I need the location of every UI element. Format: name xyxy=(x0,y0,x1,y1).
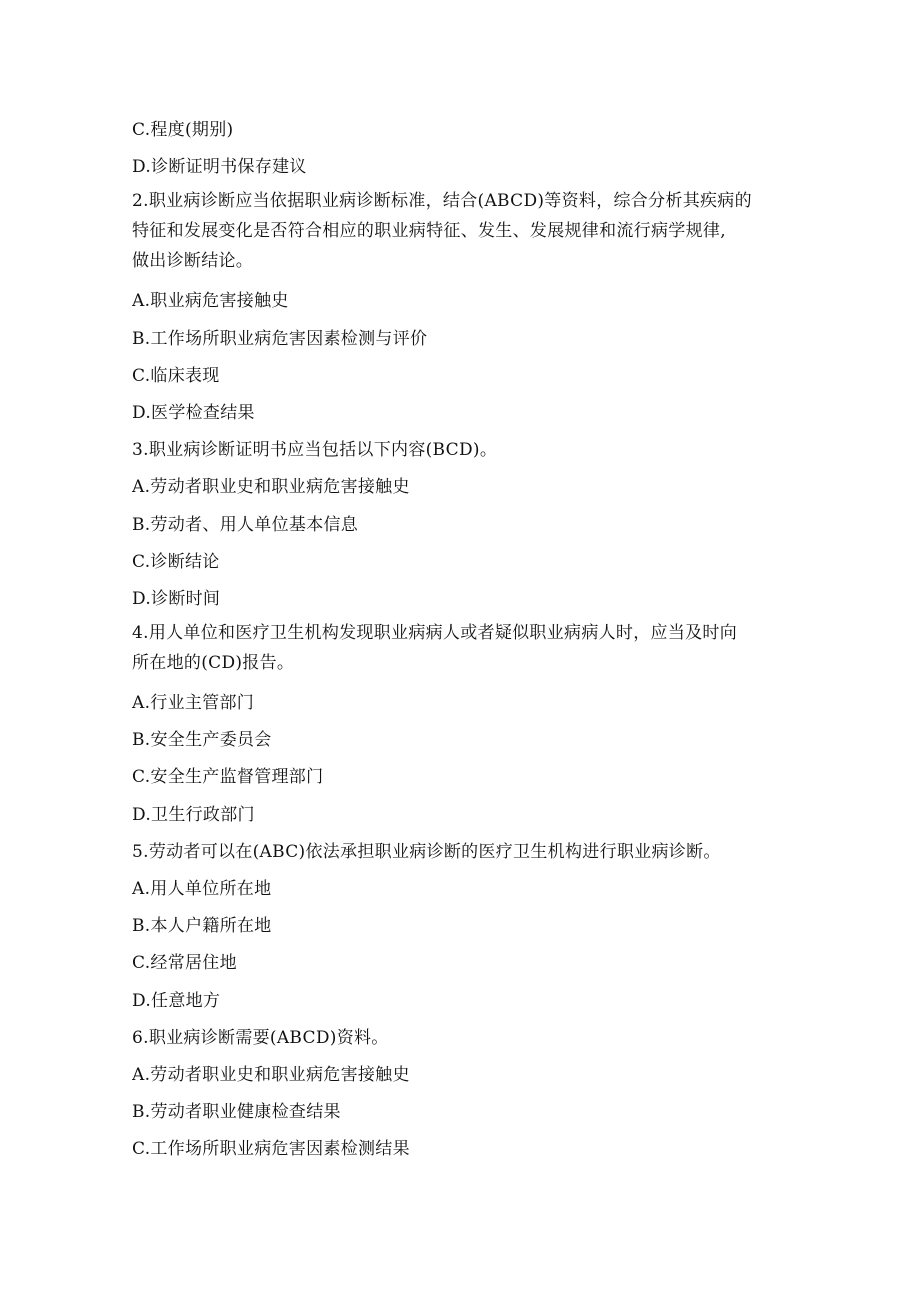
question-4-line-2: 所在地的(CD)报告。 xyxy=(132,653,295,674)
q2-option-b: B.工作场所职业病危害因素检测与评价 xyxy=(132,328,428,349)
q3-option-d: D.诊断时间 xyxy=(132,588,221,609)
q4-option-c: C.安全生产监督管理部门 xyxy=(132,767,324,788)
question-2-line-3: 做出诊断结论。 xyxy=(132,251,254,272)
q3-option-b: B.劳动者、用人单位基本信息 xyxy=(132,514,359,535)
q4-option-d: D.卫生行政部门 xyxy=(132,804,255,825)
q2-option-d: D.医学检查结果 xyxy=(132,402,255,423)
question-4 xyxy=(132,618,792,685)
q4-option-b: B.安全生产委员会 xyxy=(132,730,272,751)
question-3: 3.职业病诊断证明书应当包括以下内容(BCD)。 xyxy=(132,440,498,461)
question-4-line-1: 4.用人单位和医疗卫生机构发现职业病病人或者疑似职业病病人时，应当及时向 xyxy=(132,623,738,644)
q3-option-c: C.诊断结论 xyxy=(132,551,220,572)
q4-option-a: A.行业主管部门 xyxy=(132,693,255,714)
q2-option-a: A.职业病危害接触史 xyxy=(132,291,289,312)
q2-option-c: C.临床表现 xyxy=(132,365,220,386)
q5-option-d: D.任意地方 xyxy=(132,990,221,1011)
option-c-severity: C.程度(期别) xyxy=(132,120,234,140)
q6-option-b: B.劳动者职业健康检查结果 xyxy=(132,1102,341,1123)
q5-option-a: A.用人单位所在地 xyxy=(132,879,272,899)
q6-option-c: C.工作场所职业病危害因素检测结果 xyxy=(132,1139,410,1160)
document-page xyxy=(132,112,792,1169)
q6-option-a: A.劳动者职业史和职业病危害接触史 xyxy=(132,1064,410,1085)
option-d-certificate-storage: D.诊断证明书保存建议 xyxy=(132,157,307,178)
q3-option-a: A.劳动者职业史和职业病危害接触史 xyxy=(132,477,410,498)
question-6: 6.职业病诊断需要(ABCD)资料。 xyxy=(132,1027,389,1048)
question-2-line-1: 2.职业病诊断应当依据职业病诊断标准，结合(ABCD)等资料，综合分析其疾病的 xyxy=(132,191,752,212)
q5-option-b: B.本人户籍所在地 xyxy=(132,916,272,937)
q5-option-c: C.经常居住地 xyxy=(132,953,237,974)
question-5: 5.劳动者可以在(ABC)依法承担职业病诊断的医疗卫生机构进行职业病诊断。 xyxy=(132,841,721,862)
question-2 xyxy=(132,186,792,283)
question-2-line-2: 特征和发展变化是否符合相应的职业病特征、发生、发展规律和流行病学规律, xyxy=(132,221,726,242)
